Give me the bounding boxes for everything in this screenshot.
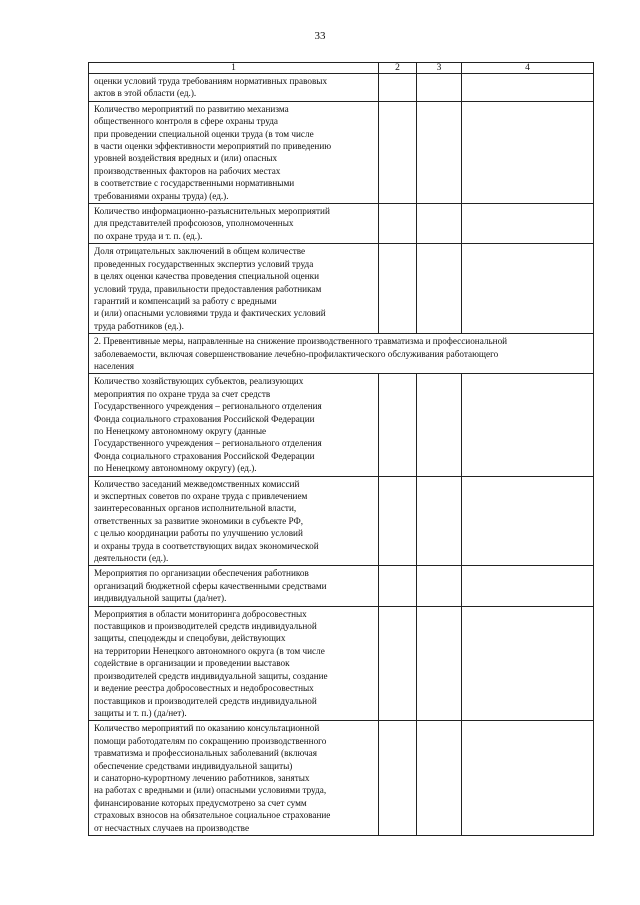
column-header-3: 3 xyxy=(417,63,462,74)
value-cell-col2 xyxy=(379,101,417,203)
value-cell-col3 xyxy=(417,566,462,606)
table-row xyxy=(89,204,594,244)
value-cell-col4 xyxy=(462,476,594,566)
table-row xyxy=(89,606,594,721)
table-row xyxy=(89,74,594,102)
value-cell-col4 xyxy=(462,721,594,836)
value-cell-col3 xyxy=(417,374,462,476)
indicator-description: оценки условий труда требованиям нормативных правовых актов в этой области (ед.). xyxy=(89,74,379,102)
value-cell-col3 xyxy=(417,204,462,244)
value-cell-col2 xyxy=(379,721,417,836)
value-cell-col2 xyxy=(379,244,417,334)
table-row xyxy=(89,566,594,606)
indicator-description: Количество информационно-разъяснительных мероприятий для представителей профсоюзов, уполномоченных по охране труда и т. п. (ед.). xyxy=(89,204,379,244)
section-heading: 2. Превентивные меры, направленные на снижение производственного травматизма и профессиональной заболеваемости, включая совершенствование лечебно-профилактического обслуживания работающего населения xyxy=(89,334,594,374)
table-row xyxy=(89,244,594,334)
value-cell-col3 xyxy=(417,244,462,334)
value-cell-col4 xyxy=(462,606,594,721)
indicator-description: Доля отрицательных заключений в общем количестве проведенных государственных экспертиз условий труда в целях оценки качества проведения специальной оценки условий труда, правильности предоставления работникам гарантий и компенсаций за работу с вредными и (или) опасными условиями труда и фактических условий труда работников (ед.). xyxy=(89,244,379,334)
indicator-description: Количество мероприятий по оказанию консультационной помощи работодателям по сокращению производственного травматизма и профессиональных заболеваний (включая обеспечение средствами индивидуальной защиты) и санаторно-курортному лечению работников, занятых на работах с вредными и (или) опасными условиями труда, финансирование которых предусмотрено за счет сумм страховых взносов на обязательное социальное страхование от несчастных случаев на производстве xyxy=(89,721,379,836)
section-header-row xyxy=(89,334,594,374)
value-cell-col3 xyxy=(417,721,462,836)
value-cell-col2 xyxy=(379,606,417,721)
table-row xyxy=(89,721,594,836)
column-header-2: 2 xyxy=(379,63,417,74)
table-header-row xyxy=(89,63,594,74)
indicator-description: Количество мероприятий по развитию механизма общественного контроля в сфере охраны труда при проведении специальной оценки труда (в том числе в части оценки эффективности мероприятий по приведению уровней воздействия вредных и (или) опасных производственных факторов на рабочих местах в соответствие с государственными нормативными требованиями охраны труда) (ед.). xyxy=(89,101,379,203)
table-row xyxy=(89,101,594,203)
value-cell-col3 xyxy=(417,101,462,203)
table-row xyxy=(89,374,594,476)
value-cell-col2 xyxy=(379,476,417,566)
value-cell-col3 xyxy=(417,606,462,721)
value-cell-col4 xyxy=(462,374,594,476)
value-cell-col2 xyxy=(379,566,417,606)
value-cell-col4 xyxy=(462,101,594,203)
indicator-description: Количество хозяйствующих субъектов, реализующих мероприятия по охране труда за счет средств Государственного учреждения – регионального отделения Фонда социального страхования Российской Федерации по Ненецкому автономному округу (данные Государственного учреждения – регионального отделения Фонда социального страхования Российской Федерации по Ненецкому автономному округу) (ед.). xyxy=(89,374,379,476)
value-cell-col3 xyxy=(417,74,462,102)
page-number: 33 xyxy=(314,30,326,42)
indicator-description: Мероприятия по организации обеспечения работников организаций бюджетной сферы качественными средствами индивидуальной защиты (да/нет). xyxy=(89,566,379,606)
value-cell-col4 xyxy=(462,204,594,244)
table-row xyxy=(89,476,594,566)
value-cell-col2 xyxy=(379,204,417,244)
indicator-description: Количество заседаний межведомственных комиссий и экспертных советов по охране труда с привлечением заинтересованных органов исполнительной власти, ответственных за развитие экономики в субъекте РФ, с целью координации работы по улучшению условий и охраны труда в соответствующих видах экономической деятельности (ед.). xyxy=(89,476,379,566)
value-cell-col4 xyxy=(462,244,594,334)
column-header-4: 4 xyxy=(462,63,594,74)
indicators-table xyxy=(88,62,594,836)
value-cell-col4 xyxy=(462,566,594,606)
value-cell-col3 xyxy=(417,476,462,566)
value-cell-col2 xyxy=(379,374,417,476)
column-header-1: 1 xyxy=(89,63,379,74)
indicator-description: Мероприятия в области мониторинга добросовестных поставщиков и производителей средств индивидуальной защиты, спецодежды и спецобуви, действующих на территории Ненецкого автономного округа (в том числе содействие в организации и проведении выставок производителей средств индивидуальной защиты, создание и ведение реестра добросовестных и недобросовестных поставщиков и производителей средств индивидуальной защиты и т. п.) (да/нет). xyxy=(89,606,379,721)
value-cell-col4 xyxy=(462,74,594,102)
value-cell-col2 xyxy=(379,74,417,102)
